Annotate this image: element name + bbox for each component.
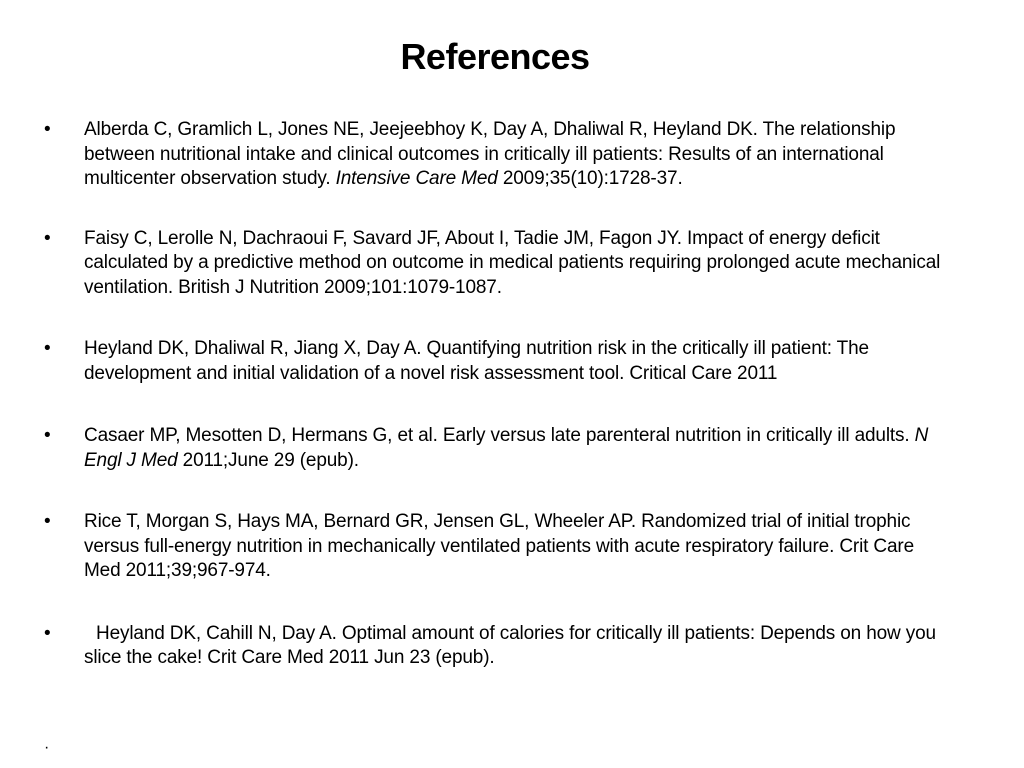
reference-item: [44, 118, 944, 192]
reference-text: Faisy C, Lerolle N, Dachraoui F, Savard JF, About I, Tadie JM, Fagon JY. Impact of energy deficit calculated by a predictive method on outcome in medical patients requiring prolonged acute mechanical ventilation. British J Nutrition 2009;101:1079-1087.: [84, 227, 941, 298]
reference-text: Heyland DK, Dhaliwal R, Jiang X, Day A. Quantifying nutrition risk in the critically ill patient: The development and initial validation of a novel risk assessment tool. Critical Care 2011: [84, 338, 869, 384]
reference-item: [44, 227, 944, 301]
reference-citation: 2009;35(10):1728-37.: [497, 168, 683, 189]
bullet-icon: •: [44, 119, 51, 140]
bullet-icon: •: [44, 425, 51, 446]
bullet-icon: •: [44, 338, 51, 359]
bullet-icon: •: [44, 622, 51, 644]
reference-citation: 2011;June 29 (epub).: [177, 449, 359, 471]
reference-item: [44, 337, 944, 386]
reference-item: [44, 424, 944, 473]
bullet-icon: •: [44, 511, 51, 532]
reference-journal: N Engl J Med: [84, 425, 929, 471]
page-title: References: [400, 36, 590, 77]
reference-text: Heyland DK, Cahill N, Day A. Optimal amount of calories for critically ill patients: Depends on how you slice the cake! Crit Care Med 2011 Jun 23 (epub).: [84, 622, 936, 668]
stray-mark: ·: [44, 739, 50, 756]
reference-text: Alberda C, Gramlich L, Jones NE, Jeejeebhoy K, Day A, Dhaliwal R, Heyland DK. The relationship between nutritional intake and clinical outcomes in critically ill patients: Results of an international multicenter observation study.: [84, 119, 896, 189]
reference-item: [44, 510, 944, 584]
reference-text: Rice T, Morgan S, Hays MA, Bernard GR, Jensen GL, Wheeler AP. Randomized trial of initial trophic versus full-energy nutrition in mechanically ventilated patients with acute respiratory failure. Crit Care Med 2011;39;967-974.: [84, 511, 914, 581]
reference-text: Casaer MP, Mesotten D, Hermans G, et al. Early versus late parenteral nutrition in critically ill adults.: [84, 425, 915, 446]
reference-item: [44, 622, 944, 671]
bullet-icon: •: [44, 227, 51, 249]
reference-journal: Intensive Care Med: [335, 168, 498, 189]
reference-list: [44, 118, 944, 671]
